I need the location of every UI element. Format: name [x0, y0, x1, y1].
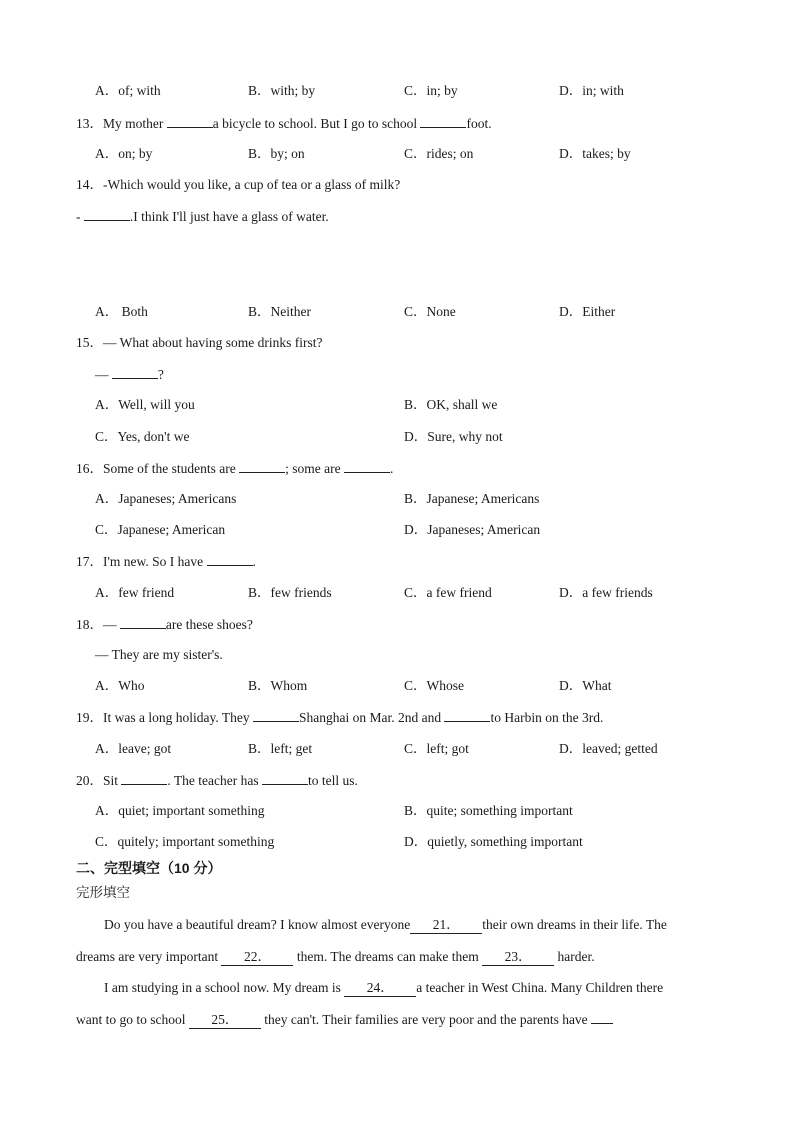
question-number: 17． — [76, 554, 103, 569]
cloze-blank-21: 21． — [410, 917, 482, 934]
q18-option-d: D．What — [559, 678, 612, 693]
cloze-blank-23: 23． — [482, 949, 554, 966]
question-14-reply: - .I think I'll just have a glass of water. — [76, 209, 329, 224]
q20-option-c: C．quitely; important something — [95, 834, 275, 849]
cloze-blank-22: 22． — [221, 949, 293, 966]
question-number: 20． — [76, 773, 103, 788]
question-18: 18．— are these shoes? — [76, 617, 253, 632]
answer-blank — [239, 459, 285, 473]
q15-option-a: A．Well, will you — [95, 397, 195, 412]
q13-option-a: A．on; by — [95, 146, 153, 161]
q17-option-a: A．few friend — [95, 585, 175, 600]
answer-blank — [84, 207, 130, 221]
q17-option-b: B．few friends — [248, 585, 332, 600]
q16-option-d: D．Japaneses; American — [404, 522, 541, 537]
q14-option-d: D．Either — [559, 304, 616, 319]
question-number: 13． — [76, 116, 103, 131]
question-13: 13．My mother a bicycle to school. But I go to school foot. — [76, 116, 492, 131]
q12-option-c: C．in; by — [404, 83, 458, 98]
q12-option-d: D．in; with — [559, 83, 624, 98]
q16-option-a: A．Japaneses; Americans — [95, 491, 237, 506]
cloze-paragraph-line-4: want to go to school 25． they can't. Their families are very poor and the parents have — [76, 1010, 613, 1029]
answer-blank — [112, 365, 158, 379]
q17-option-d: D．a few friends — [559, 585, 653, 600]
q18-option-b: B．Whom — [248, 678, 308, 693]
question-19: 19．It was a long holiday. They Shanghai on Mar. 2nd and to Harbin on the 3rd. — [76, 710, 604, 725]
q20-option-b: B．quite; something important — [404, 803, 573, 818]
q14-option-b: B．Neither — [248, 304, 311, 319]
question-number: 19． — [76, 710, 103, 725]
cloze-blank-25: 25． — [189, 1012, 261, 1029]
cloze-paragraph-line-1: Do you have a beautiful dream? I know almost everyone 21． their own dreams in their life. The — [104, 917, 667, 932]
q15-option-c: C．Yes, don't we — [95, 429, 190, 444]
q18-option-a: A．Who — [95, 678, 145, 693]
question-number: 16． — [76, 461, 103, 476]
answer-blank — [344, 459, 390, 473]
q20-option-a: A．quiet; important something — [95, 803, 265, 818]
q19-option-c: C．left; got — [404, 741, 469, 756]
q19-option-a: A．leave; got — [95, 741, 172, 756]
cloze-blank-24: 24． — [344, 980, 416, 997]
q15-option-d: D．Sure, why not — [404, 429, 503, 444]
q17-option-c: C．a few friend — [404, 585, 492, 600]
answer-blank — [120, 615, 166, 629]
question-14: 14．-Which would you like, a cup of tea or a glass of milk? — [76, 177, 401, 192]
q20-option-d: D．quietly, something important — [404, 834, 583, 849]
q13-option-c: C．rides; on — [404, 146, 474, 161]
answer-blank — [591, 1010, 613, 1024]
q19-option-b: B．left; get — [248, 741, 313, 756]
answer-blank — [420, 114, 466, 128]
section-subtitle: 完形填空 — [76, 885, 130, 901]
q12-option-a: A．of; with — [95, 83, 161, 98]
question-17: 17．I'm new. So I have . — [76, 554, 256, 569]
question-15-reply: — ? — [95, 367, 164, 382]
q13-option-d: D．takes; by — [559, 146, 631, 161]
section-title: 二、完型填空（10 分） — [76, 860, 222, 876]
q13-option-b: B．by; on — [248, 146, 305, 161]
question-20: 20．Sit . The teacher has to tell us. — [76, 773, 358, 788]
cloze-paragraph-line-3: I am studying in a school now. My dream is 24． a teacher in West China. Many Children there — [104, 980, 664, 995]
answer-blank — [207, 552, 253, 566]
answer-blank — [444, 708, 490, 722]
q16-option-b: B．Japanese; Americans — [404, 491, 540, 506]
answer-blank — [262, 771, 308, 785]
question-number: 15． — [76, 335, 103, 350]
q19-option-d: D．leaved; getted — [559, 741, 658, 756]
q18-option-c: C．Whose — [404, 678, 464, 693]
q14-option-a: A． Both — [95, 304, 148, 319]
q12-option-b: B．with; by — [248, 83, 316, 98]
answer-blank — [253, 708, 299, 722]
question-number: 18． — [76, 617, 103, 632]
q16-option-c: C．Japanese; American — [95, 522, 226, 537]
question-18-reply: — They are my sister's. — [95, 647, 223, 662]
cloze-paragraph-line-2: dreams are very important 22． them. The dreams can make them 23． harder. — [76, 949, 595, 964]
q15-option-b: B．OK, shall we — [404, 397, 498, 412]
answer-blank — [121, 771, 167, 785]
answer-blank — [167, 114, 213, 128]
question-number: 14． — [76, 177, 103, 192]
q14-option-c: C．None — [404, 304, 456, 319]
question-15: 15．— What about having some drinks first? — [76, 335, 323, 350]
question-16: 16．Some of the students are ; some are . — [76, 461, 394, 476]
